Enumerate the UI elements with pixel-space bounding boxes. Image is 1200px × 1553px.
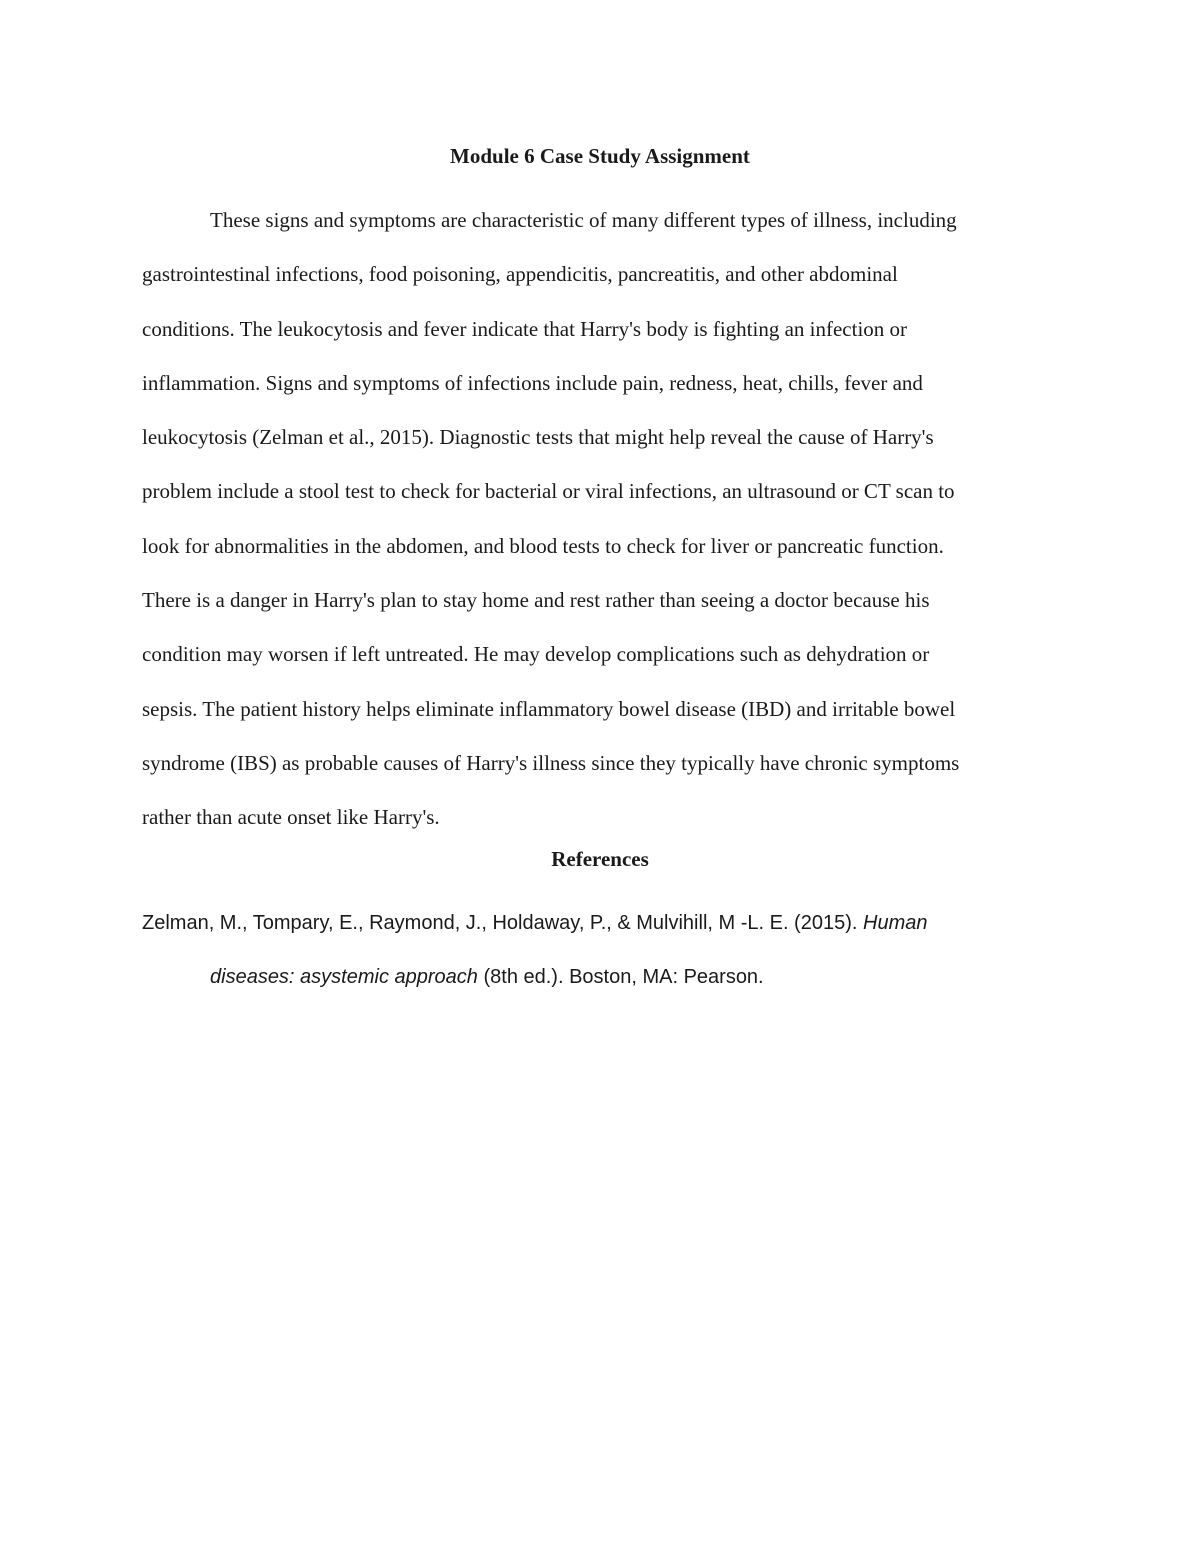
reference-title-part-2: diseases: asystemic approach	[210, 966, 478, 989]
body-line-8: There is a danger in Harry's plan to stay home and rest rather than seeing a doctor because his	[142, 588, 930, 613]
body-line-4: inflammation. Signs and symptoms of infections include pain, redness, heat, chills, fever and	[142, 370, 923, 395]
body-line-2: gastrointestinal infections, food poisoning, appendicitis, pancreatitis, and other abdominal	[142, 262, 898, 287]
reference-authors: Zelman, M., Tompary, E., Raymond, J., Holdaway, P., & Mulvihill, M -L. E. (2015).	[142, 912, 863, 934]
reference-title-part-1: Human	[863, 912, 928, 934]
references-heading: References	[551, 847, 649, 871]
body-line-5: leukocytosis (Zelman et al., 2015). Diagnostic tests that might help reveal the cause of Harry's	[142, 425, 934, 450]
reference-line-1	[142, 896, 1072, 950]
body-line-7: look for abnormalities in the abdomen, and blood tests to check for liver or pancreatic function.	[142, 533, 944, 558]
reference-entry	[142, 896, 1072, 1005]
reference-line-2	[142, 950, 1072, 1004]
body-line-11: syndrome (IBS) as probable causes of Harry's illness since they typically have chronic symptoms	[142, 750, 960, 775]
body-paragraph	[142, 193, 1072, 845]
body-line-12: rather than acute onset like Harry's.	[142, 805, 440, 830]
body-line-3: conditions. The leukocytosis and fever indicate that Harry's body is fighting an infection or	[142, 316, 908, 341]
document-title: Module 6 Case Study Assignment	[450, 144, 750, 168]
reference-publication: (8th ed.). Boston, MA: Pearson.	[477, 966, 764, 989]
body-line-1: These signs and symptoms are characteristic of many different types of illness, including	[210, 208, 957, 232]
body-line-10: sepsis. The patient history helps eliminate inflammatory bowel disease (IBD) and irritable bowel	[142, 696, 956, 721]
body-line-6: problem include a stool test to check for bacterial or viral infections, an ultrasound or CT scan to	[142, 479, 955, 504]
body-line-9: condition may worsen if left untreated. He may develop complications such as dehydration or	[142, 642, 930, 667]
